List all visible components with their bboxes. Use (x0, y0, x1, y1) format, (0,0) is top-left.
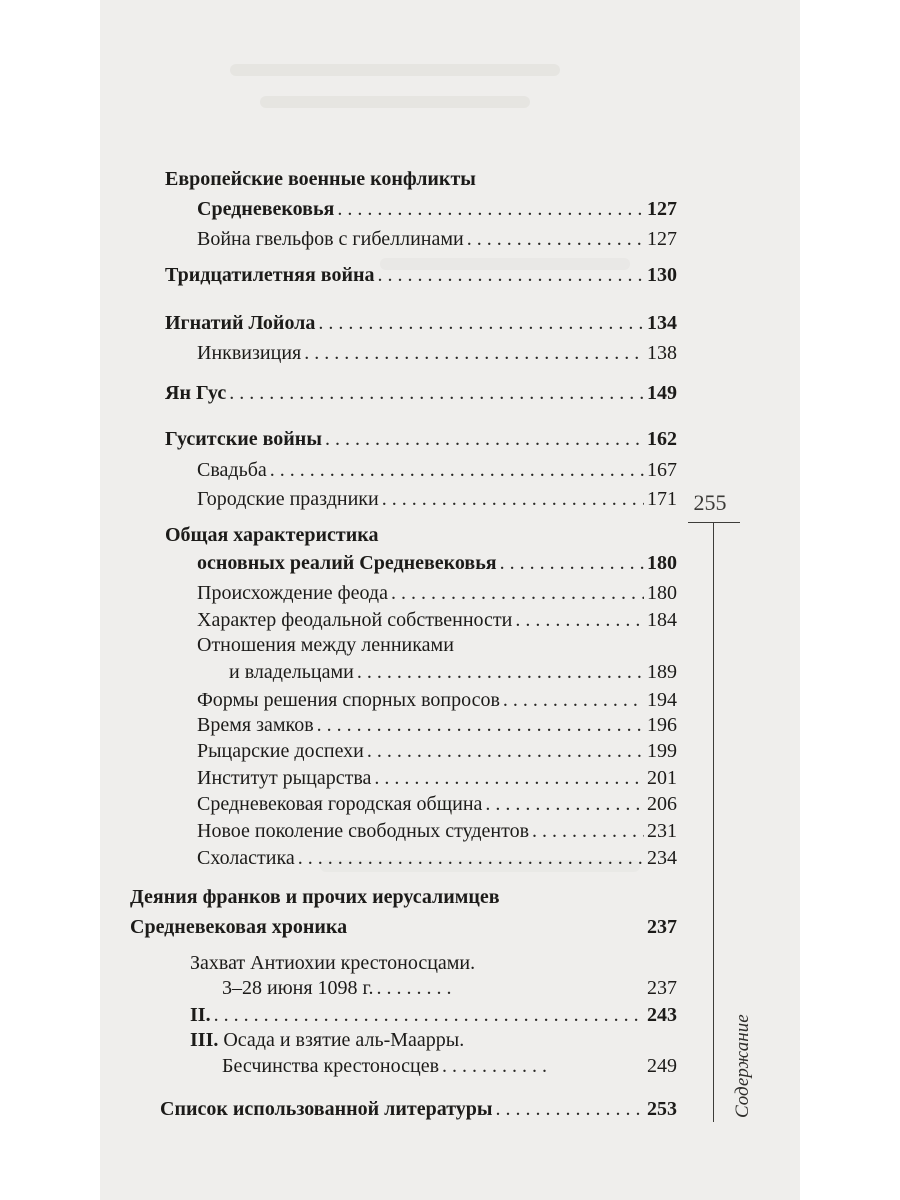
toc-entry (197, 738, 677, 764)
toc-entry-title: Средневековая хроника (130, 916, 348, 938)
toc-page-number: 237 (647, 977, 677, 999)
leader-dots (325, 426, 644, 452)
toc-page-number: 127 (647, 198, 677, 220)
toc-entry-title: Характер феодальной собственности (197, 609, 513, 631)
toc-entry-title: Институт рыцарства (197, 767, 372, 789)
toc-entry-title: Тридцатилетняя война (165, 264, 375, 286)
toc-entry (229, 659, 677, 685)
toc-entry-title: Городские праздники (197, 488, 379, 510)
toc-page-number: 194 (647, 689, 677, 711)
toc-entry-title: Свадьба (197, 459, 267, 481)
toc-entry (197, 580, 677, 606)
leader-dots (357, 659, 644, 685)
running-head: Содержание (732, 1014, 753, 1118)
toc-entry-line-text: Осада и взятие аль-Маарры. (223, 1029, 465, 1051)
toc-page-number: 196 (647, 714, 677, 736)
leader-dots (374, 765, 644, 791)
toc-entry-title: основных реалий Средневековья (197, 552, 497, 574)
toc-page-number: 180 (647, 582, 677, 604)
toc-entry-line: Европейские военные конфликты (165, 168, 476, 190)
section-numeral: III. (190, 1029, 219, 1051)
toc-entry (222, 975, 677, 1001)
margin-rule-top (688, 522, 740, 523)
leader-dots (317, 712, 644, 738)
margin-rule (713, 522, 714, 1122)
toc-entry-line: Отношения между ленниками (197, 634, 454, 656)
toc-entry (222, 1053, 677, 1079)
toc-page-number: 189 (647, 661, 677, 683)
leader-dots (378, 262, 645, 288)
toc-entry-title: Игнатий Лойола (165, 312, 316, 334)
toc-entry-title: Происхождение феода (197, 582, 388, 604)
toc-entry-title: Средневековая городская община (197, 793, 483, 815)
leader-dots (304, 340, 644, 366)
toc-entry-title: Средневековья (197, 198, 335, 220)
leader-dots (485, 791, 644, 817)
toc-entry (197, 340, 677, 366)
toc-entry (197, 712, 677, 738)
leader-dots (377, 975, 457, 1001)
toc-entry (165, 426, 677, 452)
toc-entry (197, 818, 677, 844)
toc-entry-title: Схоластика (197, 847, 295, 869)
toc-entry (197, 765, 677, 791)
toc-page-number: 199 (647, 740, 677, 762)
toc-page-number: 249 (647, 1055, 677, 1077)
leader-dots (442, 1053, 552, 1079)
leader-dots (500, 550, 644, 576)
toc-entry (197, 550, 677, 576)
toc-page-number: 184 (647, 609, 677, 631)
toc-entry (197, 226, 677, 252)
toc-page-number: 127 (647, 228, 677, 250)
toc-entry (190, 1002, 677, 1028)
toc-entry-title: Время замков (197, 714, 314, 736)
toc-entry-title: Бесчинства крестоносцев (222, 1055, 440, 1077)
toc-page-number: 234 (647, 847, 677, 869)
toc-page-number: 171 (647, 488, 677, 510)
toc-page-number: 180 (647, 552, 677, 574)
leader-dots (382, 486, 644, 512)
leader-dots (270, 457, 644, 483)
toc-entry-title: Список использованной литературы (160, 1098, 493, 1120)
toc-page-number: 206 (647, 793, 677, 815)
toc-page-number: 237 (647, 916, 677, 938)
leader-dots (298, 845, 644, 871)
leader-dots (229, 380, 644, 406)
toc-page-number: 253 (647, 1098, 677, 1120)
toc-page-number: 243 (647, 1004, 677, 1026)
toc-entry-title: II. (190, 1004, 211, 1026)
toc-entry (197, 486, 677, 512)
toc-page-number: 149 (647, 382, 677, 404)
toc-page-number: 134 (647, 312, 677, 334)
toc-entry (197, 196, 677, 222)
toc-entry (197, 687, 677, 713)
toc-entry (160, 1096, 677, 1122)
leader-dots (391, 580, 644, 606)
toc-entry-line: Захват Антиохии крестоносцами. (190, 952, 476, 974)
toc-entry-title: Новое поколение свободных студентов (197, 820, 530, 842)
leader-dots (515, 607, 644, 633)
toc-entry-title: Рыцарские доспехи (197, 740, 364, 762)
toc-page-number: 138 (647, 342, 677, 364)
toc-entry (197, 791, 677, 817)
toc-entry-title: Ян Гус (165, 382, 227, 404)
toc-entry-title: 3–28 июня 1098 г. (222, 977, 374, 999)
toc-page-number: 231 (647, 820, 677, 842)
toc-page-number: 201 (647, 767, 677, 789)
leader-dots (496, 1096, 645, 1122)
toc-entry-title: Формы решения спорных вопросов (197, 689, 500, 711)
toc-entry-title: Инквизиция (197, 342, 302, 364)
toc-entry-title: и владельцами (229, 661, 354, 683)
toc-entry (197, 607, 677, 633)
leader-dots (532, 818, 644, 844)
leader-dots (318, 310, 644, 336)
leader-dots (214, 1002, 644, 1028)
toc-entry (165, 262, 677, 288)
leader-dots (467, 226, 644, 252)
toc-entry (165, 310, 677, 336)
toc-entry (130, 914, 677, 940)
toc-entry-title: Гуситские войны (165, 428, 322, 450)
toc-entry (197, 845, 677, 871)
toc-entry-line (190, 1027, 464, 1053)
toc-entry-line: Общая характеристика (165, 524, 379, 546)
toc-page-number: 167 (647, 459, 677, 481)
leader-dots (337, 196, 644, 222)
toc-page-number: 130 (647, 264, 677, 286)
leader-dots (503, 687, 644, 713)
toc-entry-line: Деяния франков и прочих иерусалимцев (130, 886, 500, 908)
toc-entry (197, 457, 677, 483)
toc-entry (165, 380, 677, 406)
toc-page-number: 162 (647, 428, 677, 450)
page-number: 255 (693, 490, 727, 515)
leader-dots (367, 738, 644, 764)
toc-entry-title: Война гвельфов с гибеллинами (197, 228, 464, 250)
